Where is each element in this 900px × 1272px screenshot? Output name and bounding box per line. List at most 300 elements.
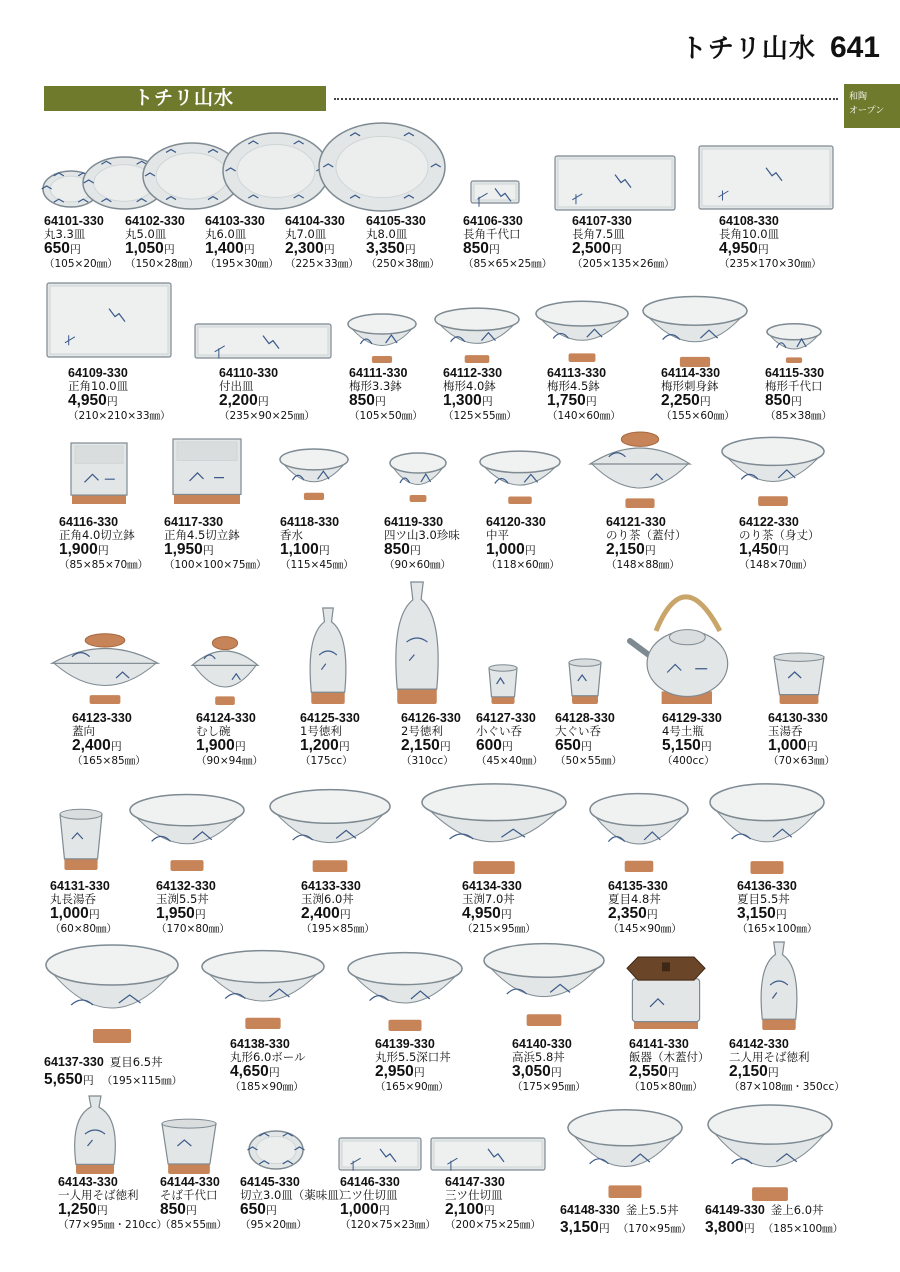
product-item (285, 214, 359, 270)
product-price (240, 1202, 350, 1219)
product-image (46, 282, 172, 358)
product-name: 夏目6.5丼 (109, 1055, 163, 1069)
price-value: 2,150 (729, 1063, 768, 1080)
product-size: （185×100㎜） (762, 1223, 844, 1235)
product-image (433, 307, 521, 363)
product-image (487, 664, 519, 704)
product-price (230, 1064, 306, 1081)
product-size: （150×28㎜） (125, 258, 199, 270)
product-item (44, 214, 118, 270)
yen-unit: 円 (767, 1066, 779, 1079)
product-image (420, 782, 568, 874)
yen-unit: 円 (667, 1066, 679, 1079)
product-item (560, 1201, 692, 1237)
product-item (205, 214, 279, 270)
product-image (160, 1118, 218, 1174)
yen-unit: 円 (646, 908, 658, 921)
product-image (70, 442, 128, 504)
product-code: 64123-330 (72, 711, 132, 725)
product-item (125, 214, 199, 270)
product-name: のり茶（蓋付） (606, 528, 687, 542)
yen-unit: 円 (775, 908, 787, 921)
product-name: 付出皿 (219, 379, 254, 393)
product-item (50, 879, 117, 935)
product-image (706, 1103, 834, 1201)
product-price (547, 393, 621, 410)
product-name: 正角10.0皿 (68, 379, 129, 393)
product-image (698, 145, 834, 210)
product-price (280, 542, 354, 559)
product-image (318, 122, 446, 212)
yen-unit: 円 (265, 1204, 277, 1217)
product-price (463, 241, 552, 258)
product-size: （400cc） (662, 755, 715, 767)
product-size: （165×85㎜） (72, 755, 146, 767)
product-name: 玉渕7.0丼 (462, 892, 515, 906)
product-name: 四ツ山3.0珍味 (384, 528, 460, 542)
product-size: （148×88㎜） (606, 559, 680, 571)
dotted-divider (334, 98, 838, 100)
product-price (572, 241, 675, 258)
product-item (765, 366, 832, 422)
product-item (366, 214, 440, 270)
product-price (164, 542, 267, 559)
product-image (470, 180, 520, 204)
price-value: 1,000 (768, 737, 807, 754)
product-item (68, 366, 171, 422)
price-value: 1,200 (300, 737, 339, 754)
product-code: 64136-330 (737, 879, 797, 893)
product-image (567, 658, 603, 704)
product-size: （90×60㎜） (384, 559, 452, 571)
page-header (681, 28, 880, 65)
product-code: 64104-330 (285, 214, 345, 228)
product-code: 64132-330 (156, 879, 216, 893)
product-image (58, 808, 104, 870)
product-code: 64105-330 (366, 214, 426, 228)
product-code: 64120-330 (486, 515, 546, 529)
product-item (737, 879, 817, 935)
product-name: 三ツ仕切皿 (445, 1188, 503, 1202)
yen-unit: 円 (580, 740, 592, 753)
product-price (44, 241, 118, 258)
product-item (72, 711, 146, 767)
product-size: （195×115㎜） (101, 1075, 183, 1087)
yen-unit: 円 (69, 243, 81, 256)
yen-unit: 円 (699, 395, 711, 408)
product-image (172, 438, 242, 504)
product-name: 高浜5.8丼 (512, 1050, 565, 1064)
yen-unit: 円 (790, 395, 802, 408)
product-image (338, 1137, 422, 1171)
product-image (628, 578, 740, 704)
product-price (44, 1071, 94, 1088)
product-price (629, 1064, 710, 1081)
product-size: （310cc） (401, 755, 454, 767)
product-name: 4号土瓶 (662, 724, 704, 738)
yen-unit: 円 (339, 908, 351, 921)
product-item (301, 879, 375, 935)
product-size: （50×55㎜） (555, 755, 623, 767)
product-name: 切立3.0皿（薬味皿） (240, 1188, 351, 1202)
yen-unit: 円 (743, 1222, 755, 1235)
product-price (58, 1202, 167, 1219)
yen-unit: 円 (106, 395, 118, 408)
yen-unit: 円 (610, 243, 622, 256)
product-item (606, 515, 687, 571)
product-image (626, 955, 706, 1029)
product-size: （77×95㎜・210cc） (58, 1219, 168, 1231)
yen-unit: 円 (323, 243, 335, 256)
product-item (44, 1053, 182, 1089)
product-size: （155×60㎜） (661, 410, 735, 422)
product-item (572, 214, 675, 270)
yen-unit: 円 (96, 1204, 108, 1217)
price-value: 2,300 (285, 240, 324, 257)
product-price (349, 393, 423, 410)
product-price (555, 738, 622, 755)
page-title: トチリ山水 (680, 34, 816, 64)
yen-unit: 円 (243, 243, 255, 256)
product-image (128, 793, 246, 871)
yen-unit: 円 (82, 1074, 94, 1087)
product-item (349, 366, 423, 422)
product-size: （85×55㎜） (160, 1219, 228, 1231)
product-size: （105×80㎜） (629, 1081, 703, 1093)
product-image (70, 1094, 120, 1174)
price-value: 2,400 (72, 737, 111, 754)
product-code: 64145-330 (240, 1175, 300, 1189)
price-value: 1,400 (205, 240, 244, 257)
product-item (58, 1175, 167, 1231)
product-name: 梅形刺身鉢 (661, 379, 719, 393)
price-value: 2,150 (606, 541, 645, 558)
product-name: むし碗 (196, 724, 231, 738)
yen-unit: 円 (268, 1066, 280, 1079)
product-name: 二人用そば徳利 (729, 1050, 810, 1064)
price-value: 2,550 (629, 1063, 668, 1080)
price-value: 3,350 (366, 240, 405, 257)
product-image (757, 940, 801, 1030)
product-name: 飯器（木蓋付） (629, 1050, 710, 1064)
product-item (384, 515, 460, 571)
price-value: 2,100 (445, 1201, 484, 1218)
product-code: 64118-330 (280, 515, 340, 529)
product-image (248, 1130, 304, 1170)
product-image (554, 155, 676, 211)
product-name: 正角4.5切立鉢 (164, 528, 240, 542)
product-code: 64102-330 (125, 214, 185, 228)
price-value: 1,000 (486, 541, 525, 558)
product-code: 64144-330 (160, 1175, 220, 1189)
product-code: 64140-330 (512, 1037, 572, 1051)
product-size: （250×38㎜） (366, 258, 440, 270)
product-item (768, 711, 835, 767)
price-value: 4,950 (719, 240, 758, 257)
product-item (547, 366, 621, 422)
product-item (300, 711, 360, 767)
product-name: 釜上6.0丼 (770, 1203, 824, 1217)
product-image (50, 630, 160, 704)
yen-unit: 円 (202, 544, 214, 557)
yen-unit: 円 (378, 1204, 390, 1217)
yen-unit: 円 (598, 1222, 610, 1235)
product-item (280, 515, 354, 571)
price-value: 650 (555, 737, 581, 754)
product-name: 夏目4.8丼 (608, 892, 661, 906)
product-price (156, 906, 230, 923)
product-item (555, 711, 622, 767)
price-value: 2,500 (572, 240, 611, 257)
side-tab-line1: 和陶 (849, 92, 868, 102)
product-price (375, 1064, 451, 1081)
product-image (278, 448, 350, 500)
yen-unit: 円 (163, 243, 175, 256)
product-size: （118×60㎜） (486, 559, 560, 571)
product-name: 丸3.3皿 (44, 227, 86, 241)
price-value: 1,100 (280, 541, 319, 558)
yen-unit: 円 (97, 544, 109, 557)
yen-unit: 円 (194, 908, 206, 921)
product-price (50, 906, 117, 923)
product-image (720, 436, 826, 506)
product-image (566, 1108, 684, 1198)
product-item (719, 214, 822, 270)
product-price (606, 542, 687, 559)
product-size: （95×20㎜） (240, 1219, 308, 1231)
product-item (729, 1037, 845, 1093)
product-image (765, 323, 823, 363)
product-code: 64101-330 (44, 214, 104, 228)
yen-unit: 円 (88, 908, 100, 921)
yen-unit: 円 (338, 740, 350, 753)
product-item (59, 515, 148, 571)
product-price (476, 738, 543, 755)
product-name: 長角千代口 (463, 227, 521, 241)
yen-unit: 円 (318, 544, 330, 557)
product-code: 64130-330 (768, 711, 828, 725)
price-value: 650 (240, 1201, 266, 1218)
price-value: 4,650 (230, 1063, 269, 1080)
product-item (486, 515, 560, 571)
product-item (156, 879, 230, 935)
product-image (268, 788, 392, 872)
price-value: 2,250 (661, 392, 700, 409)
product-size: （205×135×26㎜） (572, 258, 675, 270)
product-size: （210×210×33㎜） (68, 410, 171, 422)
product-image (478, 450, 562, 504)
product-image (588, 428, 692, 508)
product-name: 梅形4.0鉢 (443, 379, 496, 393)
product-name: そば千代口 (160, 1188, 218, 1202)
yen-unit: 円 (404, 243, 416, 256)
product-name: 丸8.0皿 (366, 227, 408, 241)
yen-unit: 円 (524, 544, 536, 557)
product-size: （175cc） (300, 755, 353, 767)
product-code: 64112-330 (443, 366, 503, 380)
product-price (205, 241, 279, 258)
product-name: のり茶（身丈） (739, 528, 820, 542)
price-value: 1,950 (156, 905, 195, 922)
product-size: （165×90㎜） (375, 1081, 449, 1093)
product-code: 64128-330 (555, 711, 615, 725)
price-value: 5,650 (44, 1071, 83, 1088)
price-value: 1,000 (50, 905, 89, 922)
product-name: 中平 (486, 528, 509, 542)
price-value: 1,900 (59, 541, 98, 558)
product-name: 玉湯呑 (768, 724, 803, 738)
product-code: 64148-330 (560, 1203, 620, 1217)
product-item (739, 515, 820, 571)
product-code: 64129-330 (662, 711, 722, 725)
product-size: （235×170×30㎜） (719, 258, 822, 270)
price-value: 4,950 (68, 392, 107, 409)
product-code: 64114-330 (661, 366, 721, 380)
product-size: （170×95㎜） (617, 1223, 692, 1235)
price-value: 1,950 (164, 541, 203, 558)
price-value: 1,000 (340, 1201, 379, 1218)
product-price (384, 542, 460, 559)
product-size: （105×20㎜） (44, 258, 118, 270)
product-image (346, 951, 464, 1031)
product-code: 64117-330 (164, 515, 224, 529)
product-size: （148×70㎜） (739, 559, 813, 571)
price-value: 1,050 (125, 240, 164, 257)
product-price (59, 542, 148, 559)
product-code: 64119-330 (384, 515, 444, 529)
product-size: （105×50㎜） (349, 410, 423, 422)
yen-unit: 円 (409, 544, 421, 557)
product-size: （85×85×70㎜） (59, 559, 149, 571)
yen-unit: 円 (757, 243, 769, 256)
product-image (430, 1137, 546, 1171)
yen-unit: 円 (257, 395, 269, 408)
product-item (661, 366, 735, 422)
product-code: 64133-330 (301, 879, 361, 893)
product-item (462, 879, 536, 935)
product-name: 正角4.0切立鉢 (59, 528, 135, 542)
product-size: （170×80㎜） (156, 923, 230, 935)
product-price (512, 1064, 586, 1081)
product-name: 梅形千代口 (765, 379, 823, 393)
price-value: 850 (349, 392, 375, 409)
product-code: 64146-330 (340, 1175, 400, 1189)
product-code: 64127-330 (476, 711, 536, 725)
yen-unit: 円 (550, 1066, 562, 1079)
product-price (340, 1202, 436, 1219)
product-price (486, 542, 560, 559)
product-size: （115×45㎜） (280, 559, 354, 571)
yen-unit: 円 (439, 740, 451, 753)
yen-unit: 円 (483, 1204, 495, 1217)
price-value: 3,800 (705, 1219, 744, 1236)
product-code: 64122-330 (739, 515, 799, 529)
price-value: 2,350 (608, 905, 647, 922)
product-code: 64134-330 (462, 879, 522, 893)
price-value: 850 (765, 392, 791, 409)
product-size: （175×95㎜） (512, 1081, 586, 1093)
product-size: （85×65×25㎜） (463, 258, 553, 270)
product-price (219, 393, 315, 410)
product-name: 丸5.0皿 (125, 227, 167, 241)
product-price (462, 906, 536, 923)
product-size: （215×95㎜） (462, 923, 536, 935)
product-item (463, 214, 552, 270)
product-name: 丸形5.5深口丼 (375, 1050, 451, 1064)
product-name: 長角7.5皿 (572, 227, 625, 241)
product-price (768, 738, 835, 755)
product-image (772, 652, 826, 704)
product-name: 2号徳利 (401, 724, 443, 738)
product-code: 64113-330 (547, 366, 607, 380)
product-code: 64116-330 (59, 515, 119, 529)
product-code: 64110-330 (219, 366, 279, 380)
product-code: 64139-330 (375, 1037, 435, 1051)
price-value: 5,150 (662, 737, 701, 754)
yen-unit: 円 (374, 395, 386, 408)
product-code: 64109-330 (68, 366, 128, 380)
product-price (443, 393, 517, 410)
product-price (160, 1202, 227, 1219)
product-image (222, 132, 330, 210)
product-price (300, 738, 360, 755)
product-price (661, 393, 735, 410)
product-image (200, 949, 326, 1029)
price-value: 1,250 (58, 1201, 97, 1218)
product-price (739, 542, 820, 559)
product-size: （200×75×25㎜） (445, 1219, 541, 1231)
product-item (445, 1175, 541, 1231)
product-code: 64141-330 (629, 1037, 689, 1051)
product-size: （70×63㎜） (768, 755, 836, 767)
page-number: 641 (829, 31, 880, 64)
price-value: 3,050 (512, 1063, 551, 1080)
product-size: （225×33㎜） (285, 258, 359, 270)
product-price (729, 1064, 845, 1081)
product-code: 64143-330 (58, 1175, 118, 1189)
product-size: （165×100㎜） (737, 923, 818, 935)
product-price (301, 906, 375, 923)
product-name: 玉渕6.0丼 (301, 892, 354, 906)
product-item (401, 711, 461, 767)
product-name: 梅形3.3鉢 (349, 379, 402, 393)
price-value: 2,200 (219, 392, 258, 409)
product-price (68, 393, 171, 410)
product-item (340, 1175, 436, 1231)
product-item (476, 711, 543, 767)
product-item (608, 879, 682, 935)
product-code: 64149-330 (705, 1203, 765, 1217)
yen-unit: 円 (585, 395, 597, 408)
product-price (608, 906, 682, 923)
price-value: 1,300 (443, 392, 482, 409)
product-code: 64142-330 (729, 1037, 789, 1051)
price-value: 850 (463, 240, 489, 257)
price-value: 2,950 (375, 1063, 414, 1080)
yen-unit: 円 (488, 243, 500, 256)
product-name: 1号徳利 (300, 724, 342, 738)
price-value: 850 (160, 1201, 186, 1218)
product-item (443, 366, 517, 422)
product-size: （100×100×75㎜） (164, 559, 267, 571)
product-code: 64121-330 (606, 515, 666, 529)
product-code: 64147-330 (445, 1175, 505, 1189)
product-image (482, 942, 606, 1026)
product-image (194, 323, 332, 359)
yen-unit: 円 (644, 544, 656, 557)
price-value: 1,450 (739, 541, 778, 558)
product-size: （145×90㎜） (608, 923, 682, 935)
